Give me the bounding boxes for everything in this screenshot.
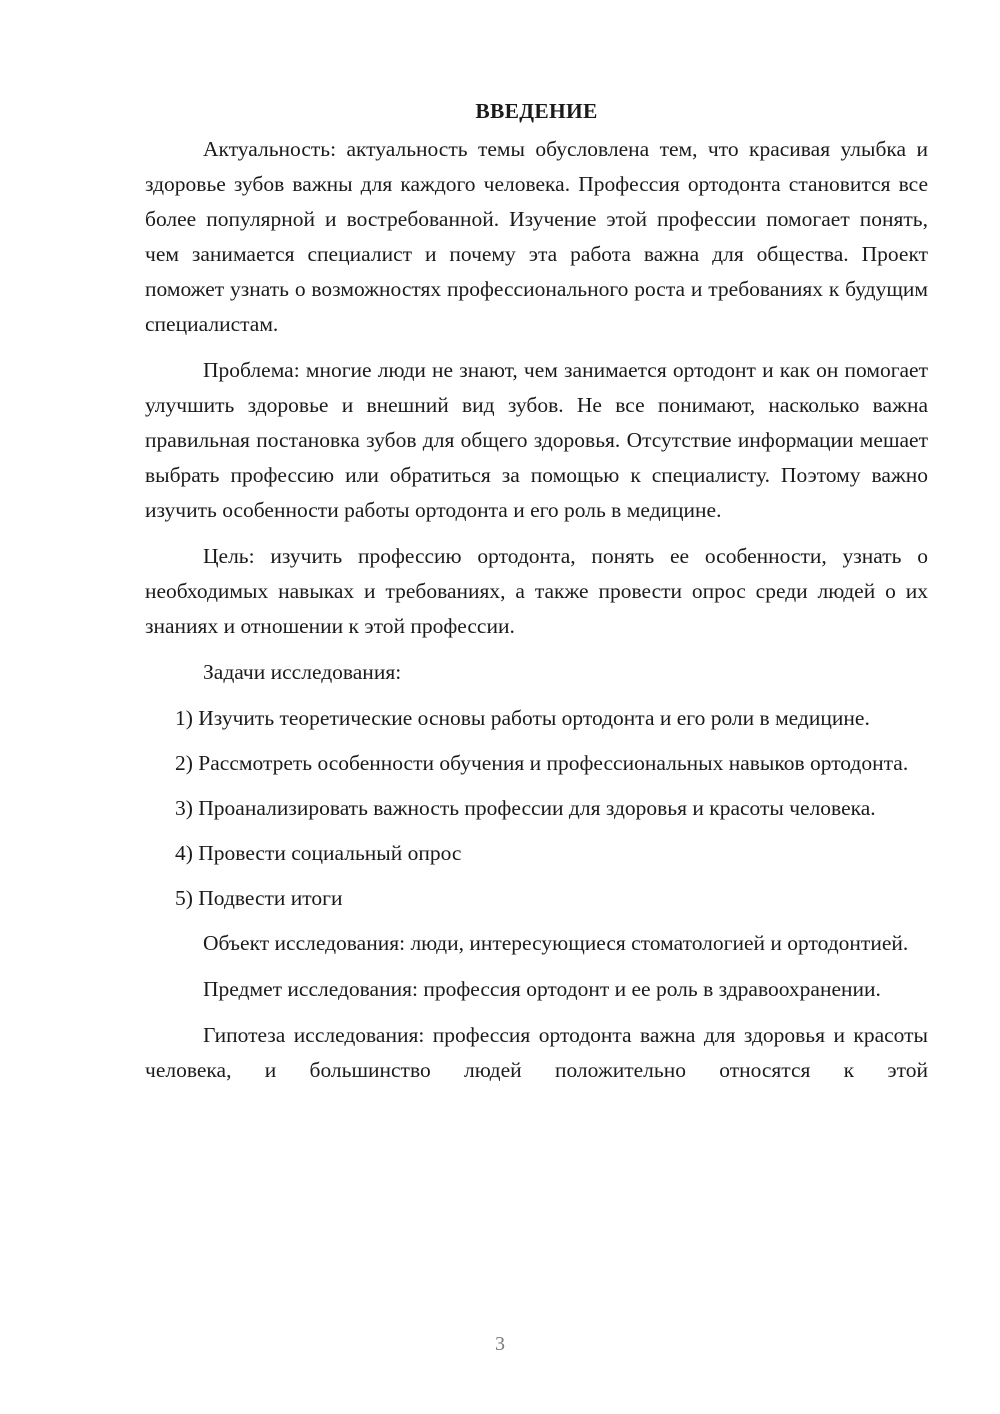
document-page <box>145 96 928 1099</box>
paragraph-subject: Предмет исследования: профессия ортодонт и ее роль в здравоохранении. <box>203 977 881 1001</box>
task-item-5: 5) Подвести итоги <box>175 886 343 910</box>
paragraph-problem: Проблема: многие люди не знают, чем занимается ортодонт и как он помогает улучшить здоровье и внешний вид зубов. Не все понимают, насколько важна правильная постановка зубов для общего здоровья. Отсутствие информации мешает выбрать профессию или обратиться за помощью к специалисту. Поэтому важно изучить особенности работы ортодонта и его роль в медицине. <box>145 358 928 522</box>
page-title: ВВЕДЕНИЕ <box>475 99 598 123</box>
task-item-1: 1) Изучить теоретические основы работы ортодонта и его роли в медицине. <box>175 706 870 730</box>
task-item-2: 2) Рассмотреть особенности обучения и профессиональных навыков ортодонта. <box>175 751 909 775</box>
paragraph-object: Объект исследования: люди, интересующиеся стоматологией и ортодонтией. <box>203 931 909 955</box>
task-item-3: 3) Проанализировать важность профессии для здоровья и красоты человека. <box>175 796 876 820</box>
task-item-4: 4) Провести социальный опрос <box>175 841 462 865</box>
paragraph-hypothesis: Гипотеза исследования: профессия ортодонта важна для здоровья и красоты человека, и большинство людей положительно относятся к этой <box>145 1023 928 1082</box>
paragraph-relevance: Актуальность: актуальность темы обусловлена тем, что красивая улыбка и здоровье зубов важны для каждого человека. Профессия ортодонта становится все более популярной и востребованной. Изучение этой профессии помогает понять, чем занимается специалист и почему эта работа важна для общества. Проект поможет узнать о возможностях профессионального роста и требованиях к будущим специалистам. <box>145 137 928 336</box>
page-number: 3 <box>495 1333 505 1355</box>
paragraph-goal: Цель: изучить профессию ортодонта, понять ее особенности, узнать о необходимых навыках и требованиях, а также провести опрос среди людей о их знаниях и отношении к этой профессии. <box>145 544 928 638</box>
paragraph-tasks-heading: Задачи исследования: <box>203 660 402 684</box>
